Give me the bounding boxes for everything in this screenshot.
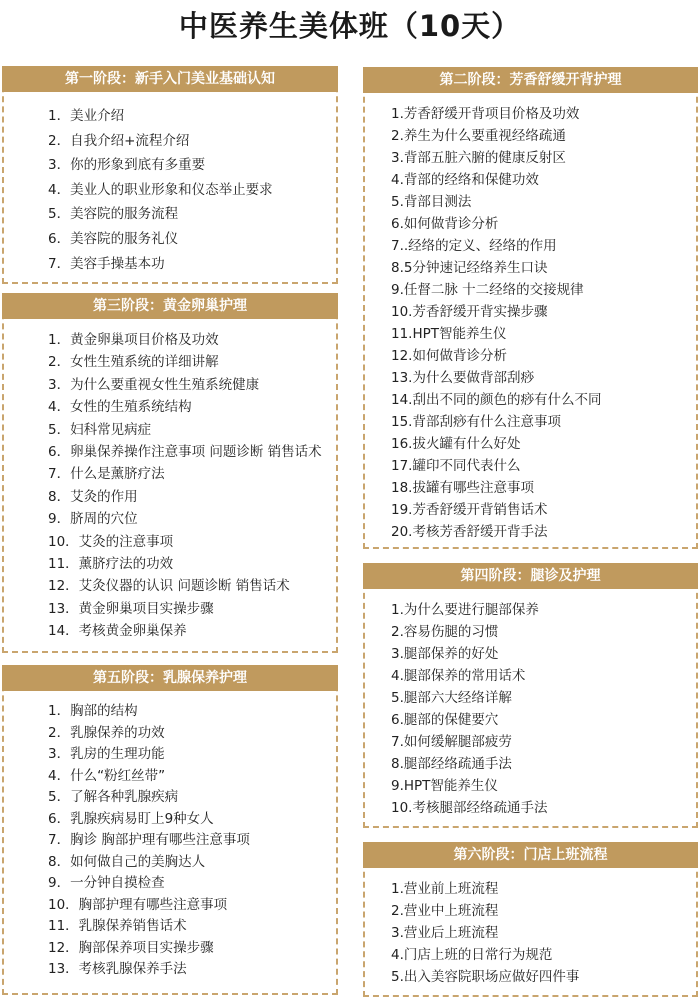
list-item: 3.背部五脏六腑的健康反射区 xyxy=(391,150,566,166)
list-item: 8.腿部经络疏通手法 xyxy=(391,756,512,772)
list-item: 1.芳香舒缓开背项目价格及功效 xyxy=(391,106,580,122)
page-title: 中医养生美体班（10天） xyxy=(178,9,522,43)
list-item: 2．乳腺保养的功效 xyxy=(48,724,165,741)
list-item: 1.为什么要进行腿部保养 xyxy=(391,602,539,618)
list-item: 9.HPT智能养生仪 xyxy=(391,778,498,794)
list-item: 18.拔罐有哪些注意事项 xyxy=(391,480,534,496)
list-item: 10．艾灸的注意事项 xyxy=(48,533,174,550)
section-stage-4 xyxy=(363,563,698,828)
list-item: 4.门店上班的日常行为规范 xyxy=(391,947,553,963)
section-item-list xyxy=(365,868,696,988)
list-item: 20.考核芳香舒缓开背手法 xyxy=(391,524,548,540)
list-item: 11.HPT智能养生仪 xyxy=(391,326,507,342)
list-item: 14.刮出不同的颜色的痧有什么不同 xyxy=(391,392,602,408)
list-item: 1．胸部的结构 xyxy=(48,703,138,719)
list-item: 10.考核腿部经络疏通手法 xyxy=(391,800,548,816)
list-item: 2.养生为什么要重视经络疏通 xyxy=(391,128,566,144)
list-item: 8．如何做自己的美胸达人 xyxy=(48,853,206,870)
list-item: 5.腿部六大经络详解 xyxy=(391,690,512,706)
list-item: 11．薰脐疗法的功效 xyxy=(48,555,174,572)
list-item: 6．乳腺疾病易盯上9种女人 xyxy=(48,810,214,827)
section-header: 第六阶段：门店上班流程 xyxy=(363,842,698,868)
list-item: 9.任督二脉 十二经络的交接规律 xyxy=(391,282,584,298)
list-item: 6．卵巢保养操作注意事项 问题诊断 销售话术 xyxy=(48,443,322,460)
section-item-list xyxy=(365,589,696,819)
list-item: 13．考核乳腺保养手法 xyxy=(48,961,187,977)
list-item: 6.如何做背诊分析 xyxy=(391,216,499,232)
list-item: 12．胸部保养项目实操步骤 xyxy=(48,939,214,956)
list-item: 3．乳房的生理功能 xyxy=(48,746,165,762)
list-item: 7..经络的定义、经络的作用 xyxy=(391,238,557,254)
list-item: 1．美业介绍 xyxy=(48,108,125,124)
list-item: 7．什么是薰脐疗法 xyxy=(48,466,165,483)
list-item: 4．什么“粉红丝带” xyxy=(48,767,166,784)
section-item-list xyxy=(4,319,336,642)
list-item: 4.背部的经络和保健功效 xyxy=(391,172,539,188)
list-item: 6.腿部的保健要穴 xyxy=(391,712,499,728)
list-item: 9．脐周的穴位 xyxy=(48,511,138,528)
list-item: 1.营业前上班流程 xyxy=(391,881,499,897)
list-item: 17.罐印不同代表什么 xyxy=(391,458,521,474)
list-item: 19.芳香舒缓开背销售话术 xyxy=(391,502,548,518)
section-item-list xyxy=(365,93,696,543)
section-stage-6 xyxy=(363,842,698,997)
list-item: 9．一分钟自摸检查 xyxy=(48,875,165,891)
list-item: 1．黄金卵巢项目价格及功效 xyxy=(48,332,219,348)
list-item: 16.拔火罐有什么好处 xyxy=(391,436,521,452)
list-item: 5.背部目测法 xyxy=(391,194,472,210)
list-item: 3．为什么要重视女性生殖系统健康 xyxy=(48,376,260,393)
list-item: 3.腿部保养的好处 xyxy=(391,646,499,662)
list-item: 15.背部刮痧有什么注意事项 xyxy=(391,414,561,430)
list-item: 5.出入美容院职场应做好四件事 xyxy=(391,969,580,985)
section-header: 第五阶段：乳腺保养护理 xyxy=(2,665,338,691)
list-item: 2．自我介绍+流程介绍 xyxy=(48,132,190,149)
list-item: 5．美容院的服务流程 xyxy=(48,206,179,223)
section-stage-2 xyxy=(363,67,698,549)
list-item: 8.5分钟速记经络养生口诀 xyxy=(391,260,548,276)
list-item: 12.如何做背诊分析 xyxy=(391,348,507,364)
section-header: 第二阶段：芳香舒缓开背护理 xyxy=(363,67,698,93)
section-header: 第一阶段：新手入门美业基础认知 xyxy=(2,66,338,92)
section-item-list xyxy=(4,691,336,981)
list-item: 5．了解各种乳腺疾病 xyxy=(48,789,179,805)
list-item: 11．乳腺保养销售话术 xyxy=(48,918,187,934)
section-header: 第三阶段：黄金卵巢护理 xyxy=(2,293,338,319)
list-item: 10.芳香舒缓开背实操步骤 xyxy=(391,304,548,320)
list-item: 3.营业后上班流程 xyxy=(391,925,499,941)
list-item: 2.容易伤腿的习惯 xyxy=(391,624,499,640)
list-item: 3．你的形象到底有多重要 xyxy=(48,157,206,174)
list-item: 4．美业人的职业形象和仪态举止要求 xyxy=(48,181,273,198)
list-item: 8．艾灸的作用 xyxy=(48,488,138,505)
list-item: 13.为什么要做背部刮痧 xyxy=(391,370,534,386)
list-item: 7.如何缓解腿部疲劳 xyxy=(391,734,512,750)
list-item: 5．妇科常见病症 xyxy=(48,421,152,438)
list-item: 4．女性的生殖系统结构 xyxy=(48,399,192,416)
list-item: 2.营业中上班流程 xyxy=(391,903,499,919)
section-stage-3 xyxy=(2,293,338,653)
list-item: 2．女性生殖系统的详细讲解 xyxy=(48,354,219,371)
list-item: 14．考核黄金卵巢保养 xyxy=(48,623,187,640)
list-item: 7．胸诊 胸部护理有哪些注意事项 xyxy=(48,832,250,848)
list-item: 6．美容院的服务礼仪 xyxy=(48,230,179,247)
list-item: 7．美容手操基本功 xyxy=(48,255,165,272)
section-header: 第四阶段：腿诊及护理 xyxy=(363,563,698,589)
list-item: 10．胸部护理有哪些注意事项 xyxy=(48,896,228,913)
section-stage-5 xyxy=(2,665,338,995)
section-item-list xyxy=(4,92,336,276)
list-item: 4.腿部保养的常用话术 xyxy=(391,668,526,684)
list-item: 12．艾灸仪器的认识 问题诊断 销售话术 xyxy=(48,578,290,595)
list-item: 13．黄金卵巢项目实操步骤 xyxy=(48,600,214,617)
section-stage-1 xyxy=(2,66,338,284)
